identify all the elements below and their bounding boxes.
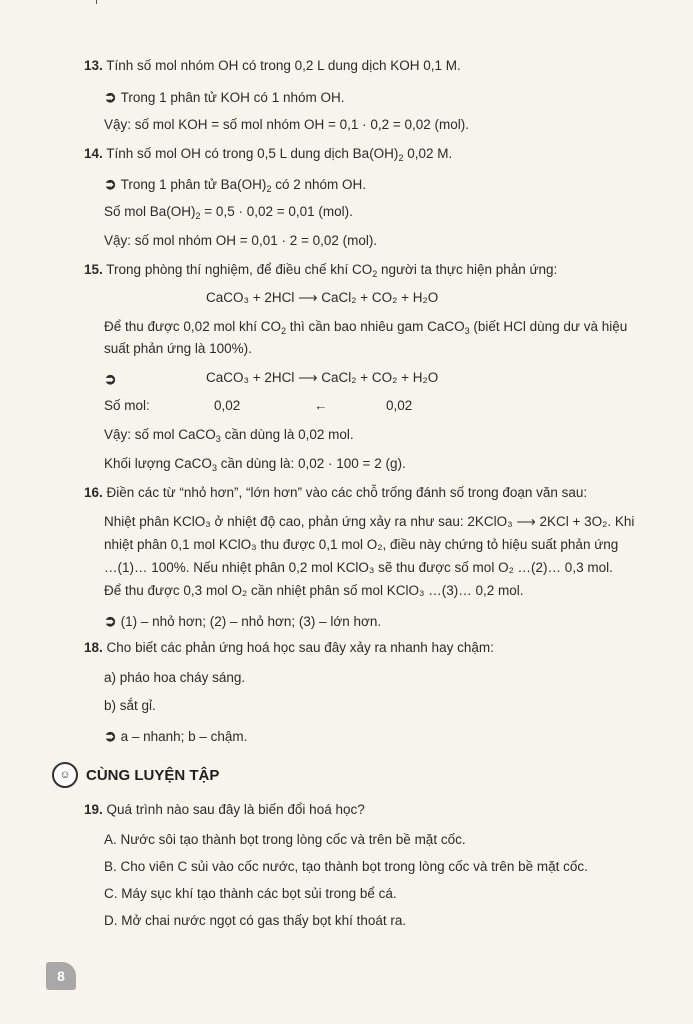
question-19-option-a: A. Nước sôi tạo thành bọt trong lòng cốc và trên bề mặt cốc. <box>104 832 466 847</box>
answer-18: ➲ a – nhanh; b – chậm. <box>104 728 248 745</box>
question-19-option-d: D. Mở chai nước ngọt có gas thấy bọt khí thoát ra. <box>104 913 407 928</box>
question-19: 19. Quá trình nào sau đây là biến đổi hoá học? <box>84 802 365 817</box>
arrow-right-icon: ➲ <box>104 89 117 106</box>
arrow-right-icon: ➲ <box>104 176 117 193</box>
question-18-option-a: a) pháo hoa cháy sáng. <box>104 670 246 685</box>
question-16: 16. Điền các từ “nhỏ hơn”, “lớn hơn” vào các chỗ trống đánh số trong đoạn văn sau: <box>84 485 588 500</box>
answer-15-mol-co2: 0,02 <box>386 398 413 413</box>
answer-13-line-2: Vậy: số mol KOH = số mol nhóm OH = 0,1 · 0,2 = 0,02 (mol). <box>104 117 470 132</box>
equation-15: CaCO₃ + 2HCl ⟶ CaCl₂ + CO₂ + H₂O <box>206 290 439 305</box>
answer-15-equation: CaCO₃ + 2HCl ⟶ CaCl₂ + CO₂ + H₂O <box>206 370 439 385</box>
section-title: CÙNG LUYỆN TẬP <box>86 766 220 784</box>
question-18-option-b: b) sắt gỉ. <box>104 698 156 713</box>
arrow-right-icon: ➲ <box>104 613 117 630</box>
answer-13-line-1: ➲ Trong 1 phân tử KOH có 1 nhóm OH. <box>104 89 345 106</box>
question-16-paragraph-4: Để thu được 0,3 mol O₂ cần nhiệt phân số mol KClO₃ …(3)… 0,2 mol. <box>104 583 524 598</box>
answer-14-line-1: ➲ Trong 1 phân tử $Ba(OH)_2$ có 2 nhóm OH. <box>104 176 366 194</box>
question-15: 15. Trong phòng thí nghiệm, để điều chế khí $CO_2$ người ta thực hiện phản ứng: <box>84 262 558 279</box>
page-number: 8 <box>46 962 76 990</box>
bleed-through-background <box>613 50 693 910</box>
question-19-option-b: B. Cho viên C sủi vào cốc nước, tạo thành bọt trong lòng cốc và trên bề mặt cốc. <box>104 859 588 874</box>
answer-16: ➲ (1) – nhỏ hơn; (2) – nhỏ hơn; (3) – lớn hơn. <box>104 613 382 630</box>
question-15-line-2: Để thu được 0,02 mol khí $CO_2$ thì cần bao nhiêu gam CaCO$_3$ (biết HCl dùng dư và hiệu <box>104 319 628 336</box>
smile-icon: ☺ <box>52 762 78 788</box>
question-16-paragraph-2: nhiệt phân 0,1 mol KClO₃ thu được 0,1 mol O₂, điều này chứng tỏ hiệu suất phản ứng <box>104 537 619 552</box>
question-16-paragraph-3: …(1)… 100%. Nếu nhiệt phân 0,2 mol KClO₃ sẽ thu được số mol O₂ …(2)… 0,3 mol. <box>104 560 613 575</box>
answer-15-mol-label: Số mol: <box>104 398 150 413</box>
question-18: 18. Cho biết các phản ứng hoá học sau đây xảy ra nhanh hay chậm: <box>84 640 494 655</box>
question-13: 13. Tính số mol nhóm OH có trong 0,2 L dung dịch KOH 0,1 M. <box>84 58 461 73</box>
question-15-line-3: suất phản ứng là 100%). <box>104 341 252 356</box>
question-16-paragraph-1: Nhiệt phân KClO₃ ở nhiệt độ cao, phản ứng xảy ra như sau: 2KClO₃ ⟶ 2KCl + 3O₂. Khi <box>104 514 635 529</box>
answer-15-mol-arrow: ← <box>314 398 328 413</box>
answer-15-line-2: Khối lượng CaCO$_3$ cần dùng là: 0,02 · 100 = 2 (g). <box>104 456 406 473</box>
answer-15-mol-caco3: 0,02 <box>214 398 241 413</box>
answer-15-arrow <box>104 370 121 388</box>
arrow-right-icon: ➲ <box>104 728 117 745</box>
question-19-option-c: C. Máy sục khí tạo thành các bọt sủi trong bể cá. <box>104 886 397 901</box>
crop-mark <box>96 0 97 4</box>
question-14: 14. Tính số mol OH có trong 0,5 L dung dịch $Ba(OH)_2$ 0,02 M. <box>84 146 453 163</box>
answer-15-line-1: Vậy: số mol CaCO$_3$ cần dùng là 0,02 mol. <box>104 427 354 444</box>
answer-14-line-2: Số mol $Ba(OH)_2 = 0,5 \cdot 0,02 = 0,01$ (mol). <box>104 204 353 221</box>
section-header <box>52 762 219 788</box>
answer-14-line-3: Vậy: số mol nhóm OH = 0,01 · 2 = 0,02 (mol). <box>104 233 378 248</box>
arrow-right-icon: ➲ <box>104 371 117 388</box>
